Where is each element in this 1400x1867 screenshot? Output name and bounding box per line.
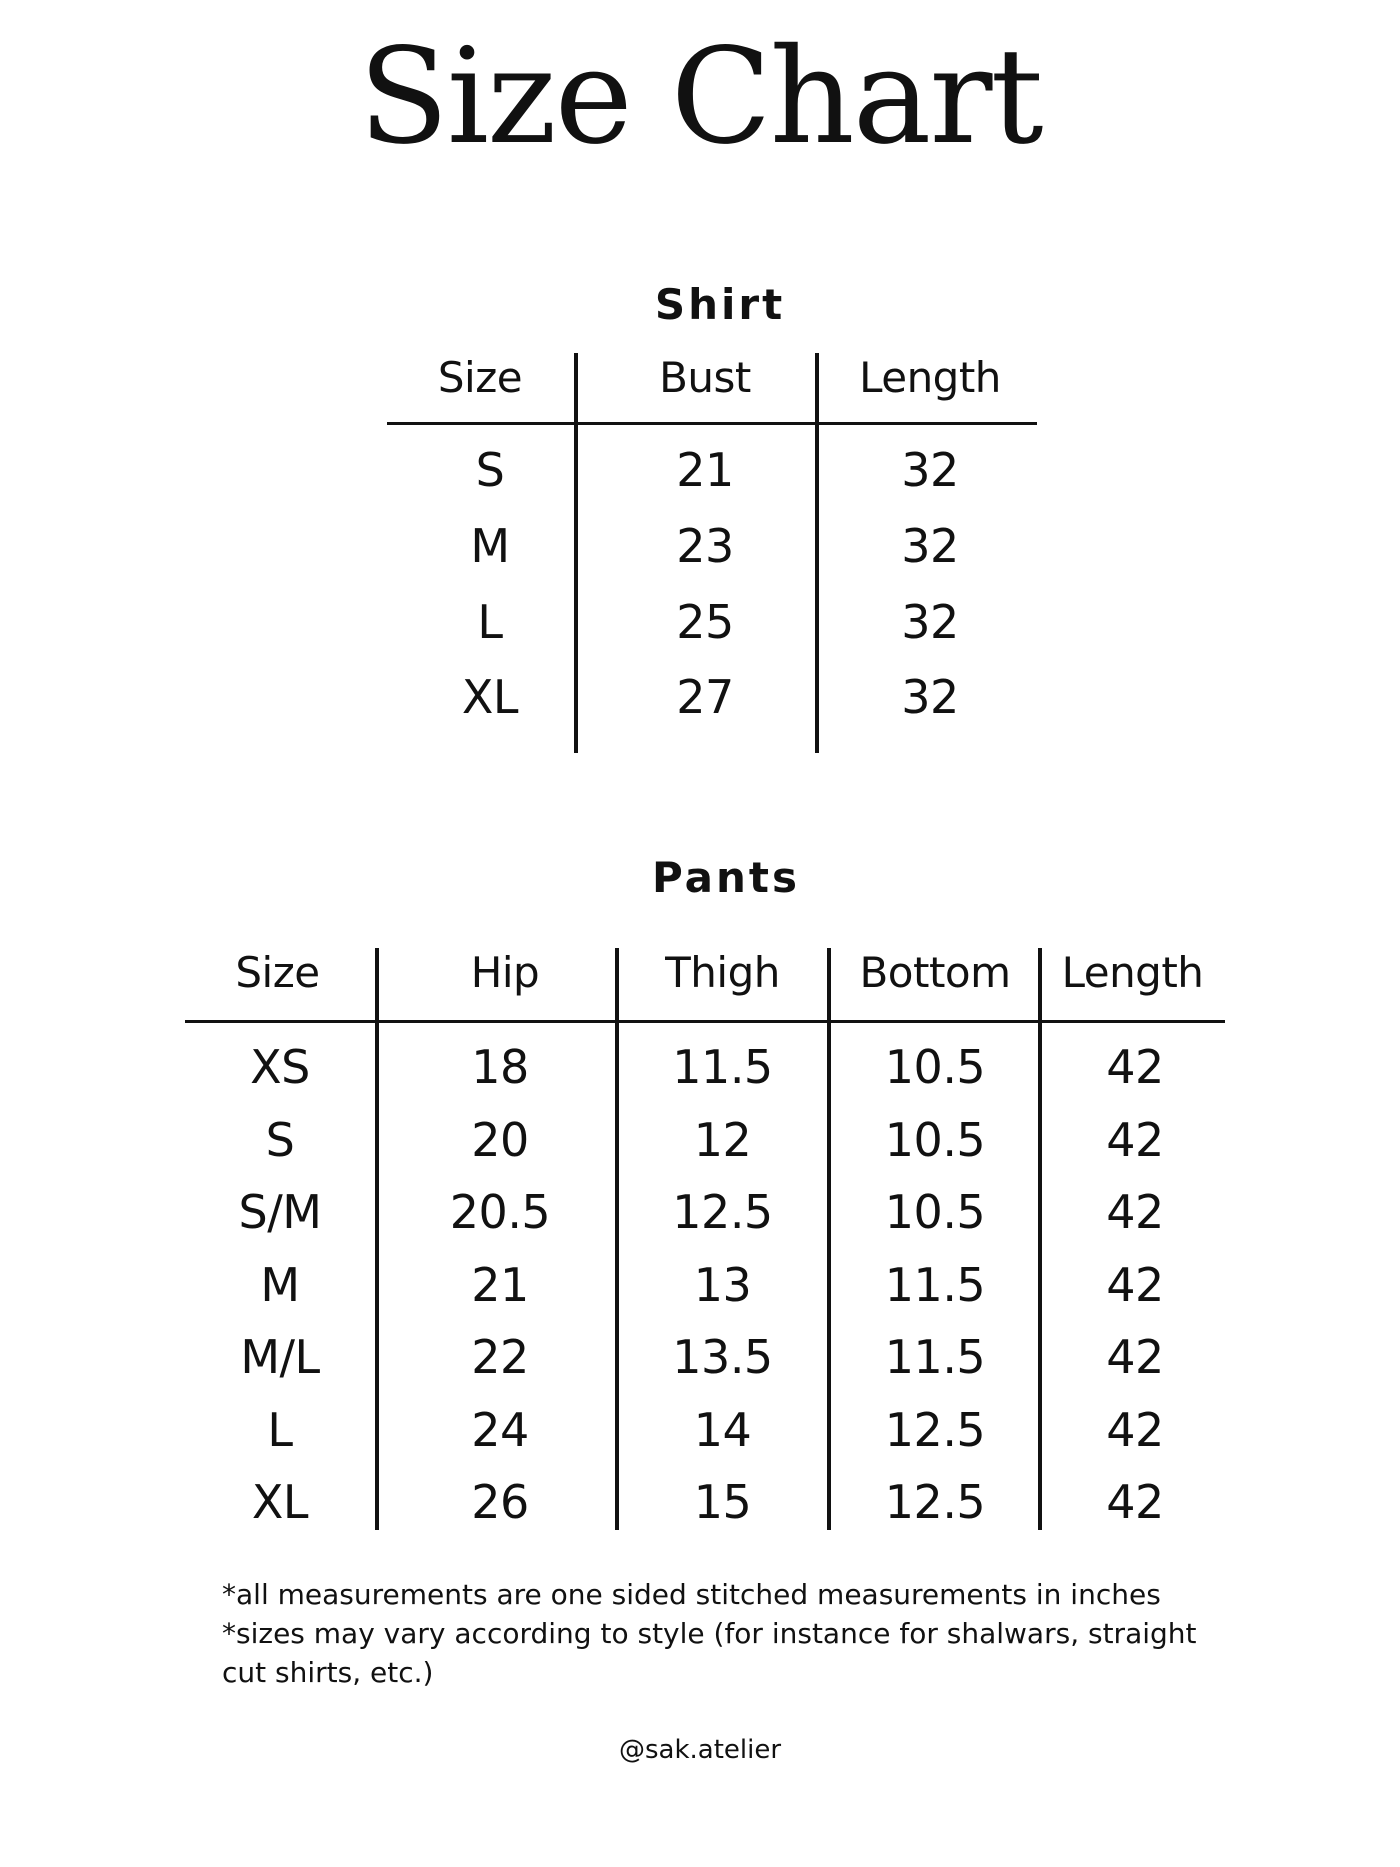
pants-column-divider-3 [827,948,831,1530]
pants-cell-bottom: 12.5 [884,1475,986,1529]
shirt-cell-bust: 21 [676,443,734,497]
pants-section-title: Pants [652,853,800,902]
shirt-header-bust: Bust [659,353,751,402]
pants-cell-size: S/M [238,1185,322,1239]
pants-header-thigh: Thigh [665,948,780,997]
pants-header-size: Size [235,948,320,997]
pants-cell-length: 42 [1106,1258,1164,1312]
pants-cell-length: 42 [1106,1185,1164,1239]
pants-cell-hip: 20.5 [449,1185,551,1239]
pants-cell-size: L [267,1403,293,1457]
pants-cell-length: 42 [1106,1113,1164,1167]
shirt-cell-length: 32 [901,443,959,497]
pants-cell-length: 42 [1106,1040,1164,1094]
pants-header-bottom: Bottom [859,948,1011,997]
pants-cell-thigh: 13.5 [672,1330,773,1384]
pants-cell-bottom: 10.5 [884,1113,986,1167]
pants-header-length: Length [1061,948,1204,997]
pants-cell-hip: 22 [471,1330,529,1384]
social-handle: @sak.atelier [618,1735,782,1765]
pants-cell-length: 42 [1106,1330,1164,1384]
shirt-cell-bust: 27 [676,670,734,724]
pants-cell-size: S [265,1113,295,1167]
pants-cell-thigh: 15 [693,1475,752,1529]
pants-cell-bottom: 12.5 [884,1403,986,1457]
shirt-cell-bust: 25 [676,595,734,649]
shirt-cell-length: 32 [901,670,959,724]
pants-cell-thigh: 14 [693,1403,752,1457]
measurement-note: *all measurements are one sided stitched measurements in inches [222,1578,1161,1611]
shirt-header-size: Size [437,353,523,402]
shirt-header-length: Length [859,353,1001,402]
shirt-section-title: Shirt [654,280,786,329]
pants-header-divider [185,1020,1225,1023]
pants-cell-thigh: 12.5 [672,1185,773,1239]
shirt-cell-length: 32 [901,519,959,573]
pants-cell-thigh: 13 [693,1258,752,1312]
pants-header-hip: Hip [470,948,540,997]
pants-cell-hip: 21 [471,1258,529,1312]
pants-column-divider-1 [375,948,379,1530]
pants-cell-size: M [260,1258,300,1312]
shirt-cell-size: S [475,443,505,497]
shirt-cell-bust: 23 [676,519,734,573]
pants-cell-thigh: 12 [693,1113,752,1167]
pants-cell-hip: 24 [471,1403,529,1457]
shirt-cell-size: XL [461,670,519,724]
pants-cell-length: 42 [1106,1403,1164,1457]
pants-cell-size: XL [251,1475,309,1529]
pants-cell-hip: 18 [471,1040,529,1094]
pants-cell-hip: 20 [471,1113,529,1167]
pants-cell-size: XS [250,1040,310,1094]
shirt-cell-length: 32 [901,595,959,649]
sizing-note: *sizes may vary according to style (for instance for shalwars, straight cut shirts, etc.) [222,1617,1197,1689]
pants-column-divider-2 [615,948,619,1530]
page-title: Size Chart [358,20,1042,174]
shirt-cell-size: L [477,595,503,649]
pants-cell-hip: 26 [471,1475,529,1529]
pants-cell-thigh: 11.5 [672,1040,773,1094]
pants-cell-length: 42 [1106,1475,1164,1529]
pants-cell-bottom: 10.5 [884,1040,986,1094]
pants-cell-size: M/L [240,1330,320,1384]
pants-cell-bottom: 11.5 [884,1258,986,1312]
shirt-cell-size: M [470,519,510,573]
pants-cell-bottom: 10.5 [884,1185,986,1239]
pants-cell-bottom: 11.5 [884,1330,986,1384]
